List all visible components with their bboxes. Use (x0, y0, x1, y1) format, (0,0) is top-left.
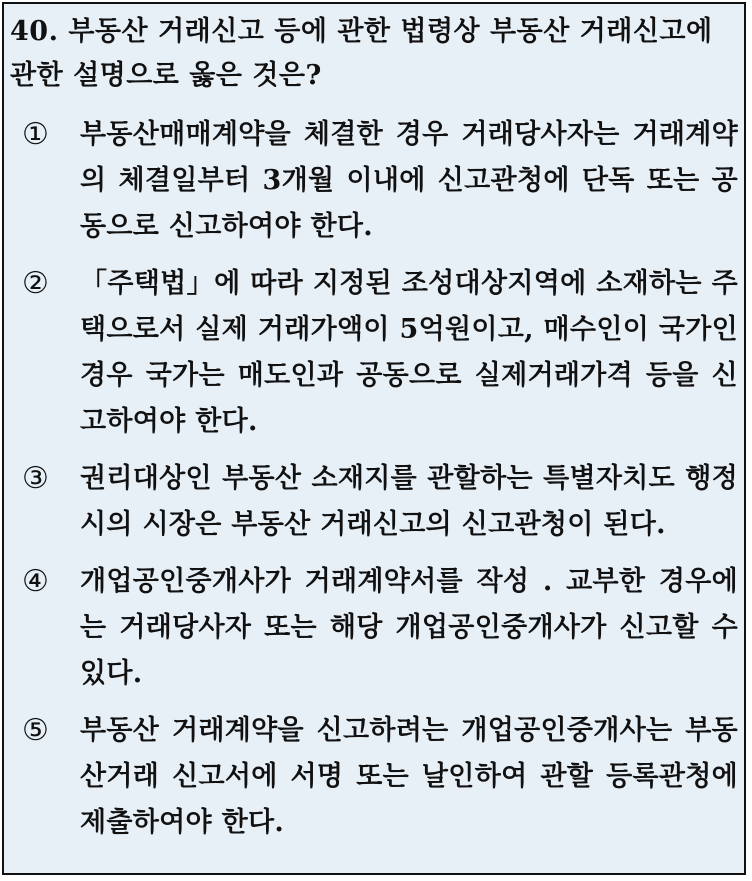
choice-text: 부동산매매계약을 체결한 경우 거래당사자는 거래계약의 체결일부터 3개월 이내에 신고관청에 단독 또는 공동으로 신고하여야 한다. (80, 119, 738, 242)
choice-number: ③ (22, 461, 49, 496)
choice-text: 「주택법」에 따라 지정된 조성대상지역에 소재하는 주택으로서 실제 거래가액이 5억원이고, 매수인이 국가인 경우 국가는 매도인과 공동으로 실제거래가격 등을 신고하여야 한다. (80, 268, 738, 437)
choice-4[interactable] (10, 559, 742, 697)
choice-number: ④ (22, 564, 49, 599)
choice-text: 부동산 거래계약을 신고하려는 개업공인중개사는 부동산거래 신고서에 서명 또는 날인하여 관할 등록관청에 제출하여야 한다. (80, 715, 738, 838)
choice-text: 개업공인중개사가 거래계약서를 작성 . 교부한 경우에는 거래당사자 또는 해당 개업공인중개사가 신고할 수 있다. (80, 566, 738, 689)
question-box (2, 2, 746, 875)
choice-number: ⑤ (22, 713, 49, 748)
choice-5[interactable] (10, 708, 742, 846)
choice-number: ① (22, 117, 49, 152)
question-content (10, 10, 742, 857)
question-number: 40. (10, 16, 59, 47)
choice-list (10, 112, 742, 846)
choice-1[interactable] (10, 112, 742, 250)
choice-text: 권리대상인 부동산 소재지를 관할하는 특별자치도 행정시의 시장은 부동산 거래신고의 신고관청이 된다. (80, 463, 738, 540)
question-stem (10, 10, 742, 98)
choice-number: ② (22, 266, 49, 301)
choice-2[interactable] (10, 261, 742, 445)
choice-3[interactable] (10, 456, 742, 548)
question-text: 부동산 거래신고 등에 관한 법령상 부동산 거래신고에 관한 설명으로 옳은 것은? (10, 16, 713, 91)
